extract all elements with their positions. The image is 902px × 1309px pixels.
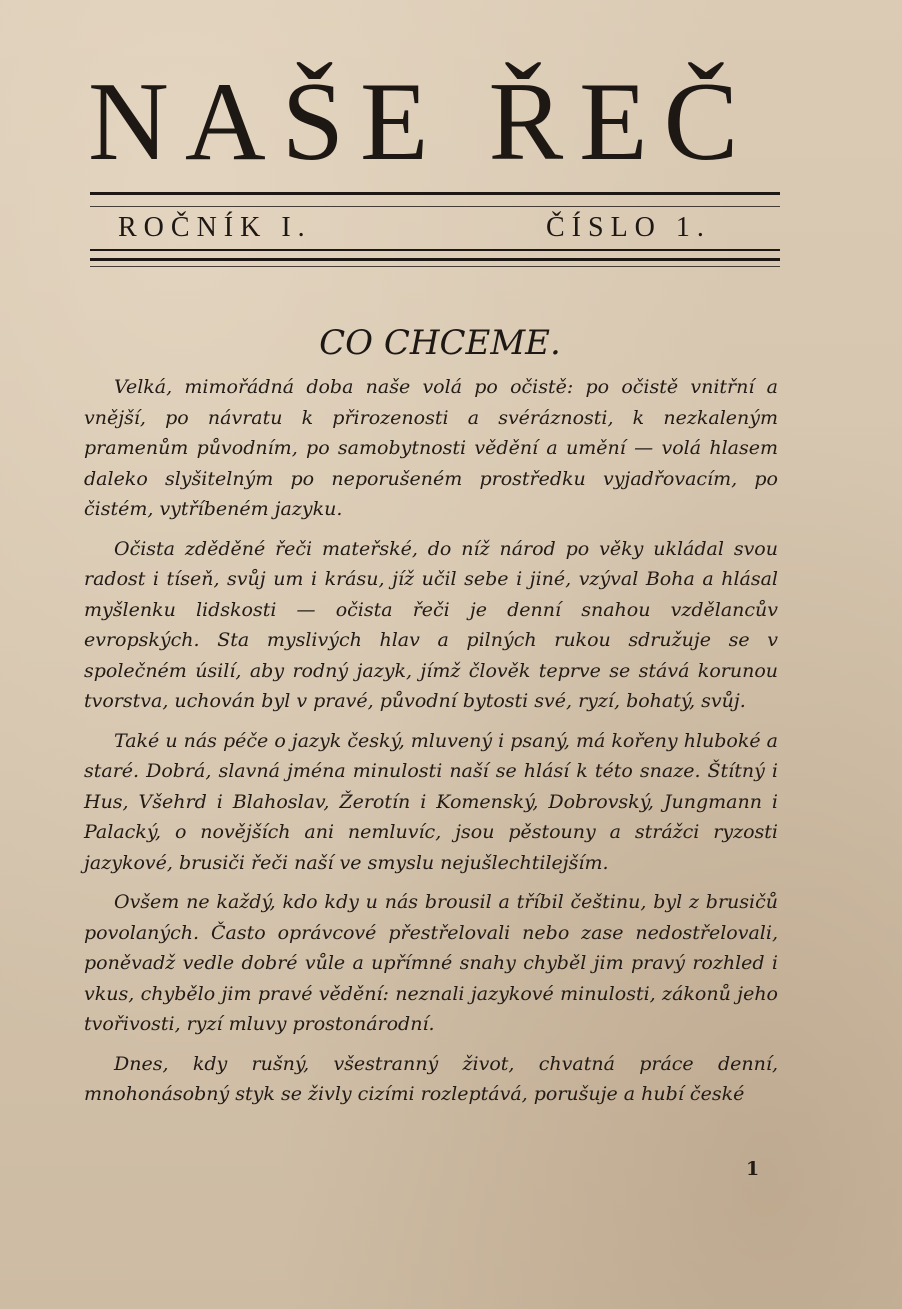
masthead-rule-top	[90, 192, 780, 195]
article-paragraph: Očista zděděné řeči mateřské, do níž národ po věky ukládal svou radost i tíseň, svůj um i krásu, jíž učil sebe i jiné, vzýval Boha a hlásal myšlenku lidskosti — očista řeči je denní snahou vzdělancův evropských. Sta myslivých hlav a pilných rukou sdružuje se v společném úsilí, aby rodný jazyk, jímž člověk teprve se stává korunou tvorstva, uchován byl v pravé, původní bytosti své, ryzí, bohatý, svůj.	[84, 537, 778, 712]
masthead-rule-bottom-1	[90, 249, 780, 251]
masthead-rule-bottom-3	[90, 266, 780, 267]
page-number: 1	[746, 1158, 760, 1180]
masthead-rule-bottom-2	[90, 258, 780, 261]
article-heading: CO CHCEME.	[319, 323, 561, 363]
volume-label: ROČNÍK I.	[118, 212, 312, 243]
article-paragraph: Také u nás péče o jazyk český, mluvený i psaný, má kořeny hluboké a staré. Dobrá, slavná jména minulosti naší se hlásí k této snaze. Štítný i Hus, Všehrd i Blahoslav, Žerotín i Komenský, Dobrovský, Jungmann i Palacký, o novějších ani nemluvíc, jsou pěstouny a strážci ryzosti jazykové, brusiči řeči naší ve smyslu nejušlechtilejším.	[84, 729, 778, 874]
masthead-rule-top-thin	[90, 206, 780, 207]
article-paragraph: Velká, mimořádná doba naše volá po očistě: po očistě vnitřní a vnější, po návratu k přirozenosti a svéráznosti, k nezkaleným pramenům původním, po samobytnosti vědění a umění — volá hlasem daleko slyšitelným po neporušeném prostředku vyjadřovacím, po čistém, vytříbeném jazyku.	[84, 376, 778, 520]
article-paragraph: Dnes, kdy rušný, všestranný život, chvatná práce denní, mnohonásobný styk se živly cizími rozleptává, porušuje a hubí české	[84, 1052, 778, 1105]
article-body	[84, 372, 778, 1119]
issue-label: ČÍSLO 1.	[546, 212, 711, 243]
article-paragraph: Ovšem ne každý, kdo kdy u nás brousil a tříbil češtinu, byl z brusičů povolaných. Často oprávcové přestřelovali nebo zase nedostřelovali, poněvadž vedle dobré vůle a upřímné snahy chyběl jim pravý rozhled i vkus, chybělo jim pravé vědění: neznali jazykové minulosti, zákonů jeho tvořivosti, ryzí mluvy prostonárodní.	[84, 891, 778, 1035]
journal-title: NAŠE ŘEČ	[88, 60, 755, 184]
